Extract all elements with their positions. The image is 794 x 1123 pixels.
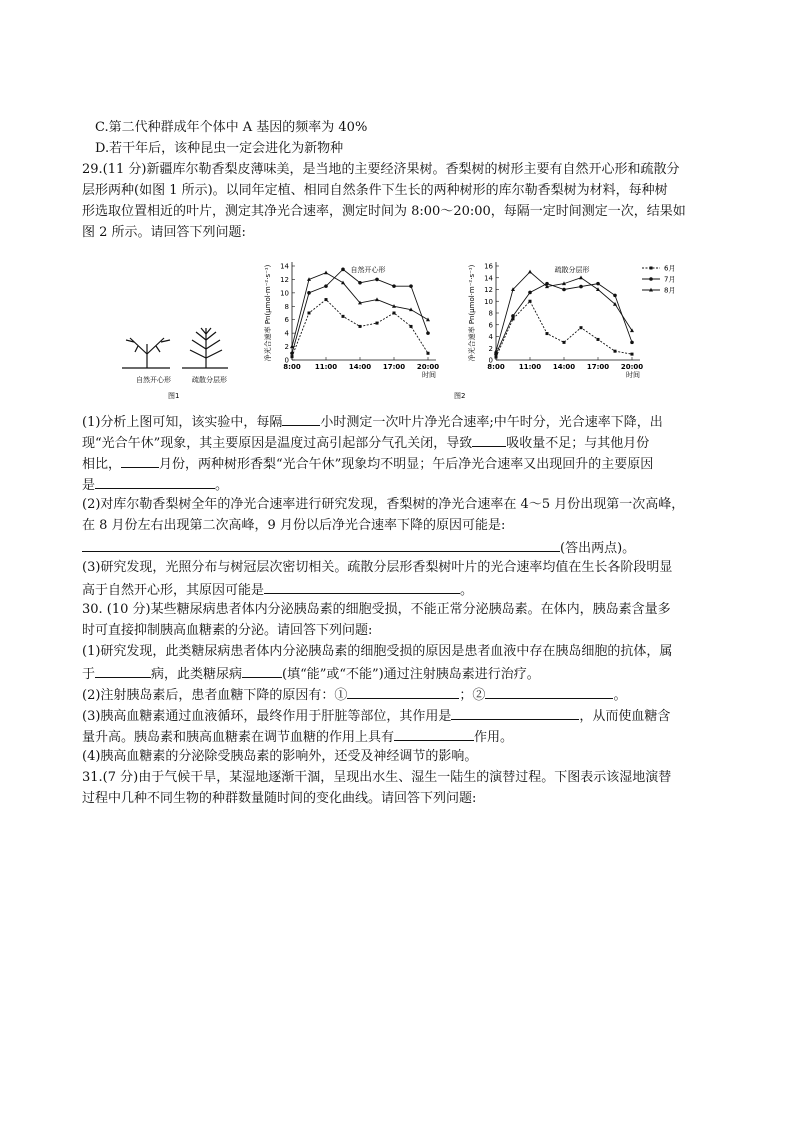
option-d: D.若干年后，该种昆虫一定会进化为新物种 — [95, 141, 344, 156]
data-point — [529, 300, 532, 303]
data-point — [494, 352, 498, 356]
x-tick-label: 20:00 — [620, 363, 644, 371]
legend-marker — [649, 277, 653, 281]
y-tick-label: 14 — [280, 262, 289, 271]
data-point — [546, 332, 549, 335]
figure-area — [120, 258, 680, 400]
x-tick-label: 11:00 — [518, 363, 542, 371]
answer-blank[interactable] — [485, 684, 613, 699]
y-tick-label: 10 — [484, 297, 493, 306]
data-point — [613, 294, 617, 298]
answer-blank[interactable] — [472, 432, 506, 447]
y-tick-label: 8 — [488, 309, 493, 318]
q29-p2-line-3: (答出两点)。 — [82, 537, 635, 559]
data-point — [359, 325, 362, 328]
chart-title: 疏散分层形 — [554, 266, 590, 274]
y-tick-label: 4 — [284, 329, 289, 338]
q30-p2: (2)注射胰岛素后，患者血糖下降的原因有：① ；② 。 — [82, 684, 626, 706]
data-point — [375, 297, 379, 301]
q30-p3-line-1: (3)胰高血糖素通过血液循环，最终作用于肝脏等部位，其作用是 ，从而使血糖含 — [82, 705, 670, 727]
data-point — [410, 325, 413, 328]
data-point — [614, 350, 617, 353]
option-c: C.第二代种群成年个体中 A 基因的频率为 40% — [95, 120, 368, 135]
data-point — [324, 284, 328, 288]
data-point — [631, 353, 634, 356]
tree-open-center-icon — [122, 338, 170, 368]
answer-blank[interactable] — [242, 663, 282, 678]
q30-p1-line-2: 于 病，此类糖尿病 (填“能”或“不能”)通过注射胰岛素进行治疗。 — [82, 663, 540, 685]
answer-blank[interactable] — [95, 663, 151, 678]
y-tick-label: 4 — [488, 333, 493, 341]
answer-blank[interactable] — [82, 537, 560, 552]
data-point — [528, 291, 532, 295]
tree-layered-icon — [182, 328, 228, 368]
legend-label: 8月 — [664, 286, 676, 295]
y-axis-label: 净光合速率 Pn(μmol·m⁻²·s⁻¹) — [264, 264, 272, 362]
answer-blank[interactable] — [282, 411, 320, 426]
fig1-label-layered: 疏散分层形 — [192, 376, 227, 384]
x-tick-label: 17:00 — [586, 363, 610, 371]
data-point — [375, 278, 379, 282]
data-point — [358, 281, 362, 285]
q30-p3-line-2: 量升高。胰岛素和胰高血糖素在调节血糖的作用上具有 作用。 — [82, 726, 513, 748]
q29-p1-line-2: 现“光合午休”现象，其主要原因是温度过高引起部分气孔关闭，导致 吸收量不足；与其他月份 — [82, 432, 649, 454]
data-point — [393, 312, 396, 315]
y-tick-label: 2 — [284, 343, 289, 352]
data-point — [562, 288, 566, 292]
y-tick-label: 12 — [484, 286, 493, 294]
data-point — [495, 356, 498, 359]
y-tick-label: 10 — [280, 289, 289, 298]
answer-blank[interactable] — [394, 726, 474, 741]
answer-blank[interactable] — [451, 705, 579, 720]
q29-p1-line-4: 是 。 — [82, 474, 228, 496]
legend-label: 7月 — [664, 275, 676, 284]
x-tick-label: 8:00 — [283, 363, 301, 371]
series-line — [292, 300, 428, 357]
x-tick-label: 20:00 — [416, 363, 440, 371]
data-point — [290, 351, 294, 355]
y-tick-label: 8 — [284, 302, 289, 311]
q31-line-1: 31.(7 分)由于气候干旱，某湿地逐渐干涸，呈现出水生、湿生一陆生的演替过程。下图表示该湿地演替 — [82, 770, 672, 785]
x-tick-label: 14:00 — [552, 363, 576, 371]
answer-blank[interactable] — [264, 579, 460, 594]
q31-line-2: 过程中几种不同生物的种群数量随时间的变化曲线。请回答下列问题: — [82, 791, 477, 806]
data-point — [409, 284, 413, 288]
chart-title: 自然开心形 — [350, 266, 386, 274]
legend-marker — [650, 267, 653, 270]
x-axis-label: 时间 — [626, 371, 640, 379]
data-point — [630, 341, 634, 345]
data-point — [596, 282, 600, 286]
data-point — [563, 341, 566, 344]
q30-p4: (4)胰高血糖素的分泌除受胰岛素的影响外，还受及神经调节的影响。 — [82, 749, 478, 764]
q30-line-1: 30. (10 分)某些糖尿病患者体内分泌胰岛素的细胞受损，不能正常分泌胰岛素。在体内，胰岛素含量多 — [82, 602, 671, 617]
data-point — [392, 284, 396, 288]
data-point — [376, 322, 379, 325]
series-line — [496, 301, 632, 357]
data-point — [427, 352, 430, 355]
data-point — [290, 344, 294, 348]
answer-blank[interactable] — [121, 453, 159, 468]
data-point — [342, 315, 345, 318]
y-axis-label: 净光合速率 Pn(μmol·m⁻²·s⁻¹) — [468, 264, 476, 362]
q29-stem-line-3: 形选取位置相近的叶片，测定其净光合速率，测定时间为 8:00～20:00，每隔一定时间测定一次，结果如 — [82, 204, 686, 219]
x-tick-label: 11:00 — [314, 363, 338, 371]
q29-p1-line-1: (1)分析上图可知，该实验中，每隔 小时测定一次叶片净光合速率;中午时分，光合速率下降，出 — [82, 411, 663, 433]
q30-p1-line-1: (1)研究发现，此类糖尿病患者体内分泌胰岛素的细胞受损的原因是患者血液中存在胰岛细胞的抗体，属 — [82, 644, 673, 659]
x-tick-label: 14:00 — [348, 363, 372, 371]
data-point — [579, 276, 583, 280]
legend-label: 6月 — [664, 264, 676, 273]
data-point — [580, 326, 583, 329]
fig1-label-open-center: 自然开心形 — [136, 376, 171, 384]
q29-stem-line-4: 图 2 所示。请回答下列问题: — [82, 225, 246, 240]
y-tick-label: 6 — [488, 321, 493, 330]
y-tick-label: 0 — [488, 356, 493, 365]
q29-stem-line-2: 层形两种(如图 1 所示)。以同年定植、相同自然条件下生长的两种树形的库尔勒香梨树为材料，每种树 — [82, 183, 668, 198]
y-tick-label: 0 — [284, 356, 289, 365]
fig2-caption: 图2 — [454, 392, 466, 400]
fig1-caption: 图1 — [168, 392, 180, 400]
answer-blank[interactable] — [347, 684, 459, 699]
q29-p3-line-2: 高于自然开心形，其原因可能是 。 — [82, 579, 473, 601]
data-point — [324, 271, 328, 275]
data-point — [511, 314, 515, 318]
y-tick-label: 6 — [284, 316, 289, 325]
y-tick-label: 16 — [484, 262, 493, 271]
data-point — [291, 355, 294, 358]
q29-stem-line-1: 29.(11 分)新疆库尔勒香梨皮薄味美，是当地的主要经济果树。香梨树的树形主要有自然开心形和疏散分 — [82, 162, 680, 177]
y-tick-label: 14 — [484, 274, 493, 283]
x-axis-label: 时间 — [422, 371, 436, 379]
data-point — [426, 331, 430, 335]
data-point — [308, 312, 311, 315]
y-tick-label: 2 — [488, 344, 493, 353]
q30-line-2: 时可直接抑制胰高血糖素的分泌。请回答下列问题: — [82, 623, 373, 638]
x-tick-label: 17:00 — [382, 363, 406, 371]
data-point — [579, 285, 583, 289]
q29-p1-line-3: 相比， 月份，两种树形香梨“光合午休”现象均不明显；午后净光合速率又出现回升的主要原因 — [82, 453, 653, 475]
q29-p3-line-1: (3)研究发现，光照分布与树冠层次密切相关。疏散分层形香梨树叶片的光合速率均值在生长各阶段明显 — [82, 560, 673, 575]
answer-blank[interactable] — [95, 474, 215, 489]
data-point — [341, 268, 345, 272]
data-point — [597, 338, 600, 341]
x-tick-label: 8:00 — [487, 363, 505, 371]
data-point — [307, 291, 311, 295]
data-point — [596, 287, 600, 291]
q29-p2-line-2: 在 8 月份左右出现第二次高峰，9 月份以后净光合速率下降的原因可能是: — [82, 518, 506, 533]
data-point — [528, 270, 532, 274]
data-point — [325, 298, 328, 301]
chart-layered — [467, 262, 675, 379]
chart-open-center — [263, 262, 439, 379]
q29-p2-line-1: (2)对库尔勒香梨树全年的净光合速率进行研究发现，香梨树的净光合速率在 4～5 月份出现第一次高峰， — [82, 497, 685, 512]
y-tick-label: 12 — [280, 275, 289, 284]
